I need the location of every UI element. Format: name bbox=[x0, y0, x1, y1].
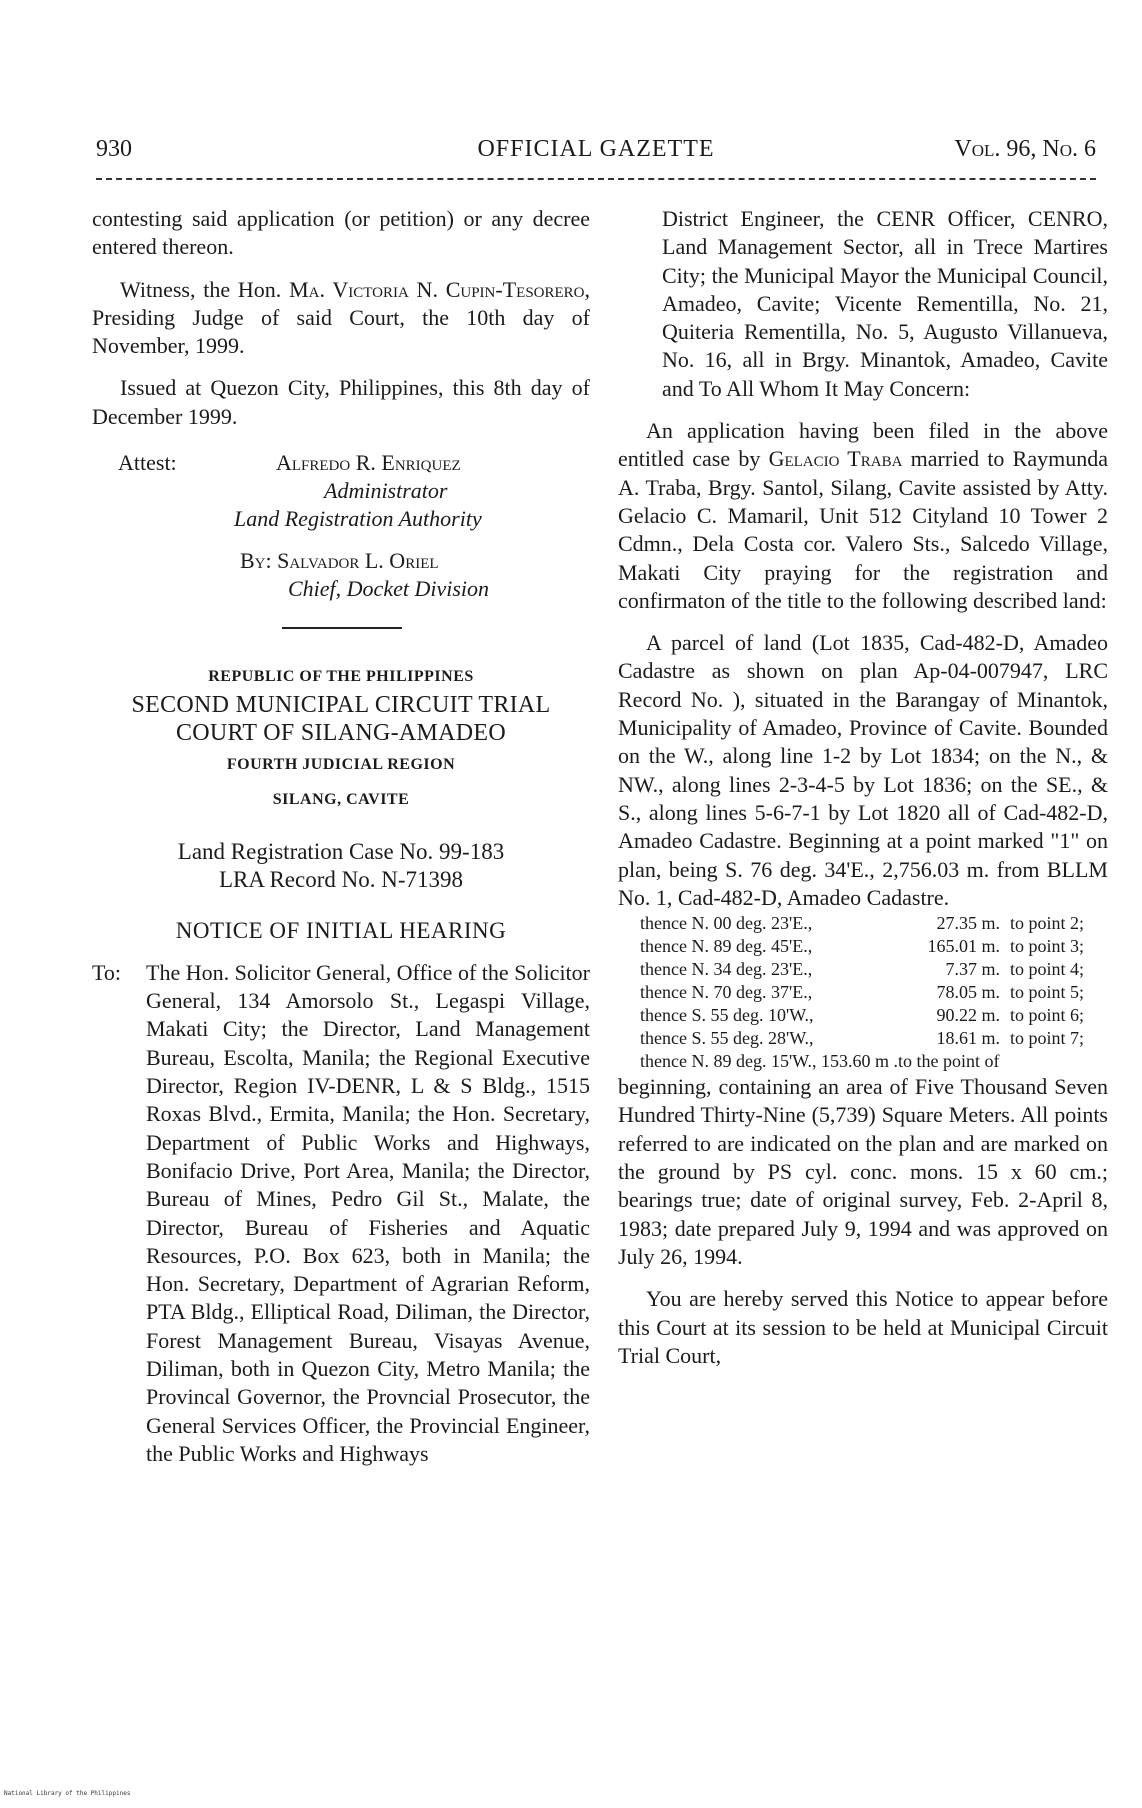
section-divider bbox=[282, 627, 402, 629]
tech-bearing: thence N. 00 deg. 23'E., bbox=[640, 913, 813, 934]
issued-paragraph: Issued at Quezon City, Philippines, this 8th day of December 1999. bbox=[92, 375, 590, 429]
court-name-line2: COURT OF SILANG-AMADEO bbox=[175, 720, 507, 747]
tech-line bbox=[618, 912, 1108, 935]
tech-distance: 78.05 m. bbox=[936, 982, 1000, 1003]
witness-paragraph bbox=[92, 276, 590, 361]
lra-record-number: LRA Record No. N-71398 bbox=[218, 867, 464, 893]
attest-label: Attest: bbox=[118, 450, 177, 476]
by-line: By: Salvador L. Oriel bbox=[240, 548, 439, 574]
application-text-end: married to Raymunda A. Traba, Brgy. Santol, Silang, Cavite assisted by Atty. Gelacio C. Mamaril, Unit 512 Cityland 10 Tower 2 Cdmn., Dela Costa cor. Valero Sts., Salcedo Village, Makati City praying for the registration and confirmaton of the title to the following described land: bbox=[618, 446, 1108, 613]
tech-bearing: thence N. 89 deg. 45'E., bbox=[640, 936, 813, 957]
court-name-line1: SECOND MUNICIPAL CIRCUIT TRIAL bbox=[131, 692, 551, 719]
tech-bearing: thence N. 70 deg. 37'E., bbox=[640, 982, 813, 1003]
place-heading: SILANG, CAVITE bbox=[272, 790, 410, 808]
applicant-name: Gelacio Traba bbox=[768, 446, 903, 472]
tech-last-line: thence N. 89 deg. 15'W., 153.60 m .to the point of bbox=[640, 1051, 1000, 1072]
publication-title: OFFICIAL GAZETTE bbox=[477, 136, 715, 162]
contesting-paragraph: contesting said application (or petition) or any decree entered thereon. bbox=[92, 206, 590, 260]
tech-point: to point 4; bbox=[1010, 959, 1085, 980]
tech-bearing: thence S. 55 deg. 10'W., bbox=[640, 1005, 814, 1026]
running-head bbox=[96, 136, 1096, 176]
left-column bbox=[92, 205, 590, 1468]
tech-point: to point 3; bbox=[1010, 936, 1085, 957]
to-label: To: bbox=[92, 959, 122, 985]
attest-name: Alfredo R. Enriquez bbox=[276, 450, 461, 476]
tech-point: to point 5; bbox=[1010, 982, 1085, 1003]
tech-line bbox=[618, 981, 1108, 1004]
region-heading: FOURTH JUDICIAL REGION bbox=[226, 756, 456, 774]
tech-line bbox=[618, 1004, 1108, 1027]
application-paragraph bbox=[618, 417, 1108, 615]
source-footer: National Library of the Philippines bbox=[4, 1790, 131, 1797]
tech-line bbox=[618, 935, 1108, 958]
tech-point: to point 7; bbox=[1010, 1028, 1085, 1049]
tech-distance: 27.35 m. bbox=[936, 913, 1000, 934]
tech-bearing: thence N. 34 deg. 23'E., bbox=[640, 959, 813, 980]
republic-heading: REPUBLIC OF THE PHILIPPINES bbox=[208, 668, 474, 686]
right-column bbox=[618, 205, 1108, 1370]
addressees-continued: District Engineer, the CENR Officer, CENRO, Land Management Sector, all in Trece Martires City; the Municipal Mayor the Municipal Council, Amadeo, Cavite; Vicente Rementilla, No. 21, Quiteria Rementilla, No. 5, Augusto Villanueva, No. 16, all in Brgy. Minantok, Amadeo, Cavite and To All Whom It May Concern: bbox=[662, 206, 1108, 401]
page-number: 930 bbox=[96, 136, 132, 162]
witness-text: Witness, the Hon. bbox=[120, 276, 290, 302]
by-title: Chief, Docket Division bbox=[288, 576, 490, 602]
notice-title: NOTICE OF INITIAL HEARING bbox=[175, 917, 507, 943]
attest-title: Administrator bbox=[324, 478, 448, 504]
addressees-text: The Hon. Solicitor General, Office of the Solicitor General, 134 Amorsolo St., Legaspi Village, Makati City; the Director, Land Management Bureau, Escolta, Manila; the Regional Executive Director, Region IV-DENR, L & S Bldg., 1515 Roxas Blvd., Ermita, Manila; the Hon. Secretary, Department of Public Works and Highways, Bonifacio Drive, Port Area, Manila; the Director, Bureau of Mines, Pedro Gil St., Malate, the Director, Bureau of Fisheries and Aquatic Resources, P.O. Box 623, both in Manila; the Hon. Secretary, Department of Agrarian Reform, PTA Bldg., Elliptical Road, Diliman, the Director, Forest Management Bureau, Visayas Avenue, Diliman, both in Quezon City, Metro Manila; the Provincal Governor, the Provncial Prosecutor, the General Services Officer, the Provincial Engineer, the Public Works and Highways bbox=[146, 959, 590, 1466]
tech-point: to point 6; bbox=[1010, 1005, 1085, 1026]
tech-bearing: thence S. 55 deg. 28'W., bbox=[640, 1028, 814, 1049]
tech-distance: 18.61 m. bbox=[936, 1028, 1000, 1049]
attest-org: Land Registration Authority bbox=[234, 506, 482, 532]
parcel-paragraph: A parcel of land (Lot 1835, Cad-482-D, Amadeo Cadastre as shown on plan Ap-04-007947, LRC Record No. ), situated in the Barangay of Minantok, Municipality of Amadeo, Province of Cavite. Bounded on the W., along line 1-2 by Lot 1834; on the N., & NW., along lines 2-3-4-5 by Lot 1836; on the SE., & S., along lines 5-6-7-1 by Lot 1820 all of Cad-482-D, Amadeo Cadastre. Beginning at a point marked "1" on plan, being S. 76 deg. 34'E., 2,756.03 m. from BLLM No. 1, Cad-482-D, Amadeo Cadastre. bbox=[618, 630, 1108, 910]
area-paragraph: beginning, containing an area of Five Thousand Seven Hundred Thirty-Nine (5,739) Square Meters. All points referred to are indicated on the plan and are marked on the ground by PS cyl. conc. mons. 15 x 60 cm.; bearings true; date of original survey, Feb. 2-April 8, 1983; date prepared July 9, 1994 and was approved on July 26, 1994. bbox=[618, 1074, 1108, 1269]
attestation-block bbox=[92, 449, 590, 602]
served-paragraph: You are hereby served this Notice to appear before this Court at its session to be held at Municipal Circuit Trial Court, bbox=[618, 1286, 1108, 1368]
application-text: An application having been filed in the above entitled case by bbox=[618, 418, 1108, 472]
tech-distance: 165.01 m. bbox=[927, 936, 1000, 957]
tech-point: to point 2; bbox=[1010, 913, 1085, 934]
tech-distance: 90.22 m. bbox=[936, 1005, 1000, 1026]
addressees bbox=[92, 959, 590, 1468]
tech-distance: 7.37 m. bbox=[945, 959, 1000, 980]
header-rule bbox=[96, 178, 1096, 180]
volume-number: Vol. 96, No. 6 bbox=[954, 136, 1096, 162]
tech-line bbox=[618, 1027, 1108, 1050]
tech-line bbox=[618, 958, 1108, 981]
witness-text-end: , Presiding Judge of said Court, the 10th day of November, 1999. bbox=[92, 276, 590, 359]
technical-description bbox=[618, 912, 1108, 1073]
case-number: Land Registration Case No. 99-183 bbox=[177, 838, 505, 864]
judge-name: Ma. Victoria N. Cupin-Tesorero bbox=[289, 276, 585, 302]
